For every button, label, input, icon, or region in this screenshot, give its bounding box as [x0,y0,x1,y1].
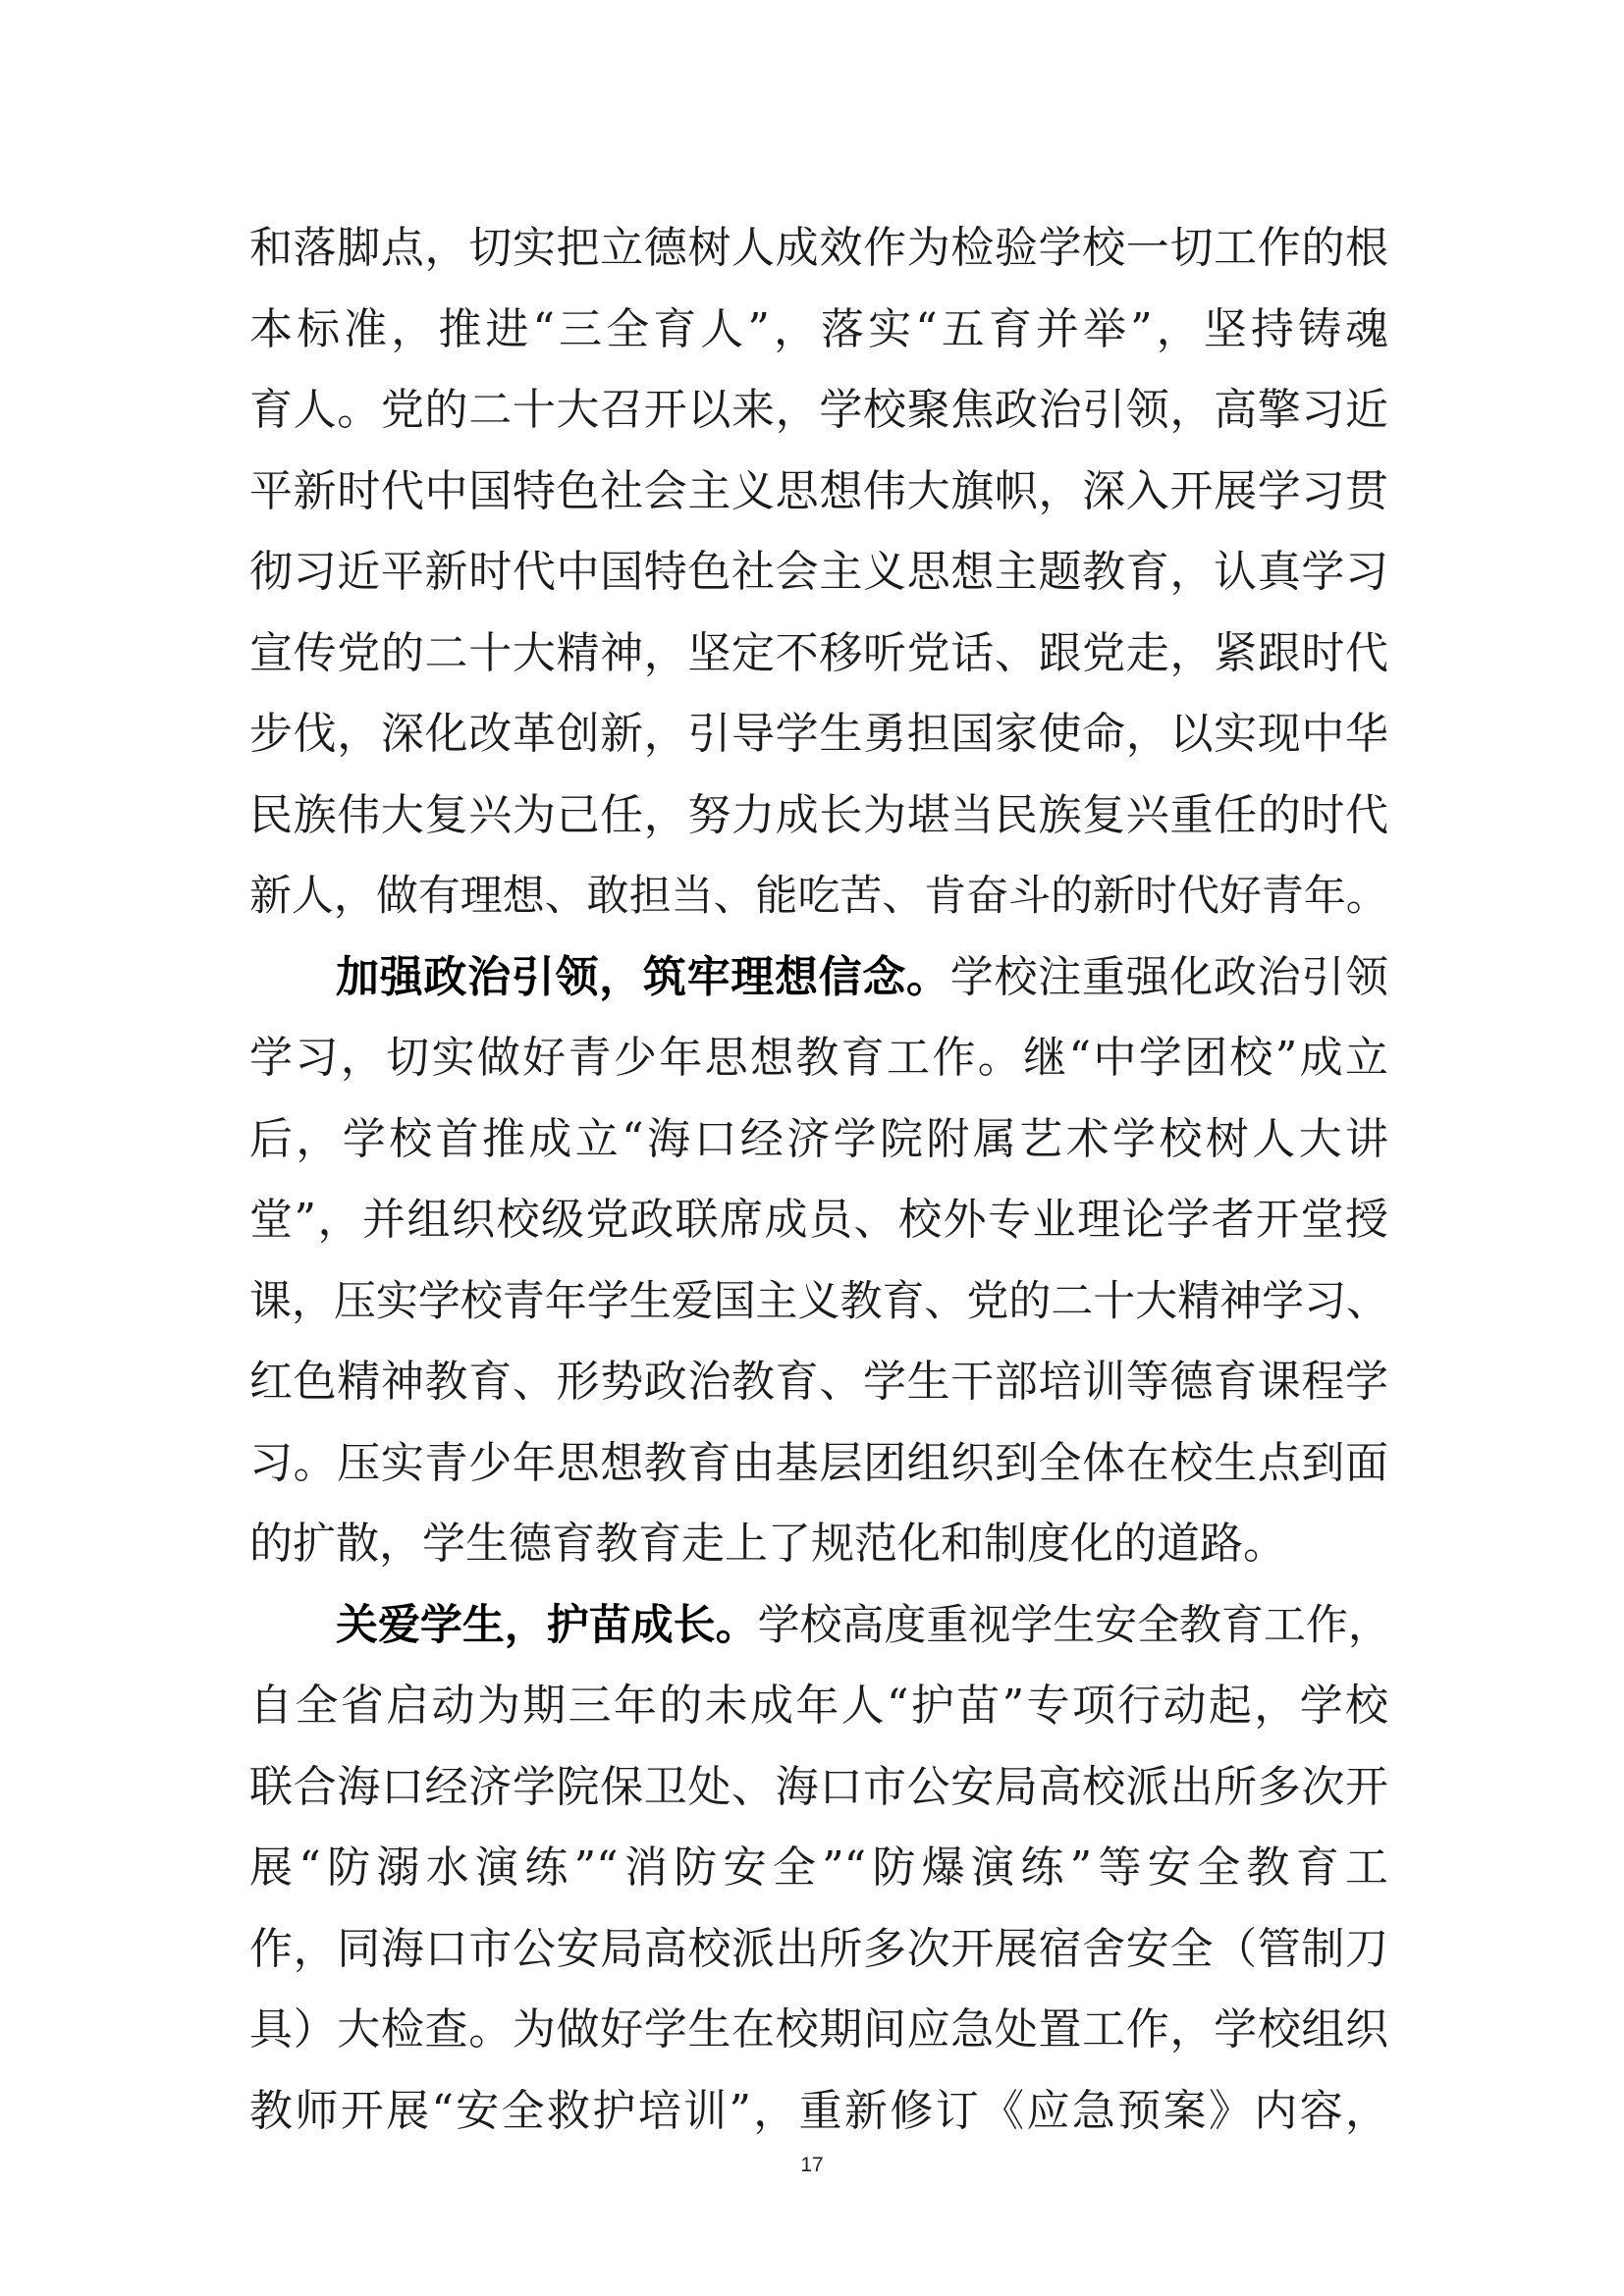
text-line: 育人。党的二十大召开以来，学校聚焦政治引领，高擎习近 [249,385,1388,435]
paragraph-heading-line: 加强政治引领，筑牢理想信念。学校注重强化政治引领 [336,951,1389,1002]
text-line: 民族伟大复兴为己任，努力成长为堪当民族复兴重任的时代 [249,789,1388,840]
text-line: 新人，做有理想、敢担当、能吃苦、肯奋斗的新时代好青年。 [249,872,1388,921]
text-line: 作，同海口市公安局高校派出所多次开展宿舍安全（管制刀 [249,1923,1388,1974]
text-line: 联合海口经济学院保卫处、海口市公安局高校派出所多次开 [249,1761,1388,1812]
section-heading: 加强政治引领，筑牢理想信念。 [336,951,950,1002]
body-text [249,208,1388,2152]
text-line: 步伐，深化改革创新，引导学生勇担国家使命，以实现中华 [249,709,1388,759]
text-line: 自全省启动为期三年的未成年人“护苗”专项行动起，学校 [249,1681,1388,1731]
text-line: 彻习近平新时代中国特色社会主义思想主题教育，认真学习 [249,547,1388,597]
text-line: 习。压实青少年思想教育由基层团组织到全体在校生点到面 [249,1437,1388,1488]
text-line: 平新时代中国特色社会主义思想伟大旗帜，深入开展学习贯 [249,465,1388,516]
section-heading: 关爱学生，护苗成长。 [336,1600,758,1650]
text-line: 后，学校首推成立“海口经济学院附属艺术学校树人大讲 [249,1113,1388,1164]
text-line: 展“防溺水演练”“消防安全”“防爆演练”等安全教育工 [249,1842,1388,1893]
text-line: 宣传党的二十大精神，坚定不移听党话、跟党走，紧跟时代 [249,627,1388,678]
text-line: 学习，切实做好青少年思想教育工作。继“中学团校”成立 [249,1033,1388,1083]
text-line: 红色精神教育、形势政治教育、学生干部培训等德育课程学 [249,1357,1388,1407]
page-number: 17 [800,2154,824,2176]
paragraph-heading-line: 关爱学生，护苗成长。学校高度重视学生安全教育工作， [336,1600,1390,1650]
text-line: 本标准，推进“三全育人”，落实“五育并举”，坚持铸魂 [249,303,1388,354]
text-line: 课，压实学校青年学生爱国主义教育、党的二十大精神学习、 [249,1276,1388,1326]
text-line: 堂”，并组织校级党政联席成员、校外专业理论学者开堂授 [249,1195,1388,1245]
text-line: 的扩散，学生德育教育走上了规范化和制度化的道路。 [249,1519,1286,1569]
text-line: 具）大检查。为做好学生在校期间应急处置工作，学校组织 [249,2004,1388,2055]
text-line: 和落脚点，切实把立德树人成效作为检验学校一切工作的根 [249,223,1388,273]
text-line: 教师开展“安全救护培训”，重新修订《应急预案》内容， [249,2085,1388,2136]
